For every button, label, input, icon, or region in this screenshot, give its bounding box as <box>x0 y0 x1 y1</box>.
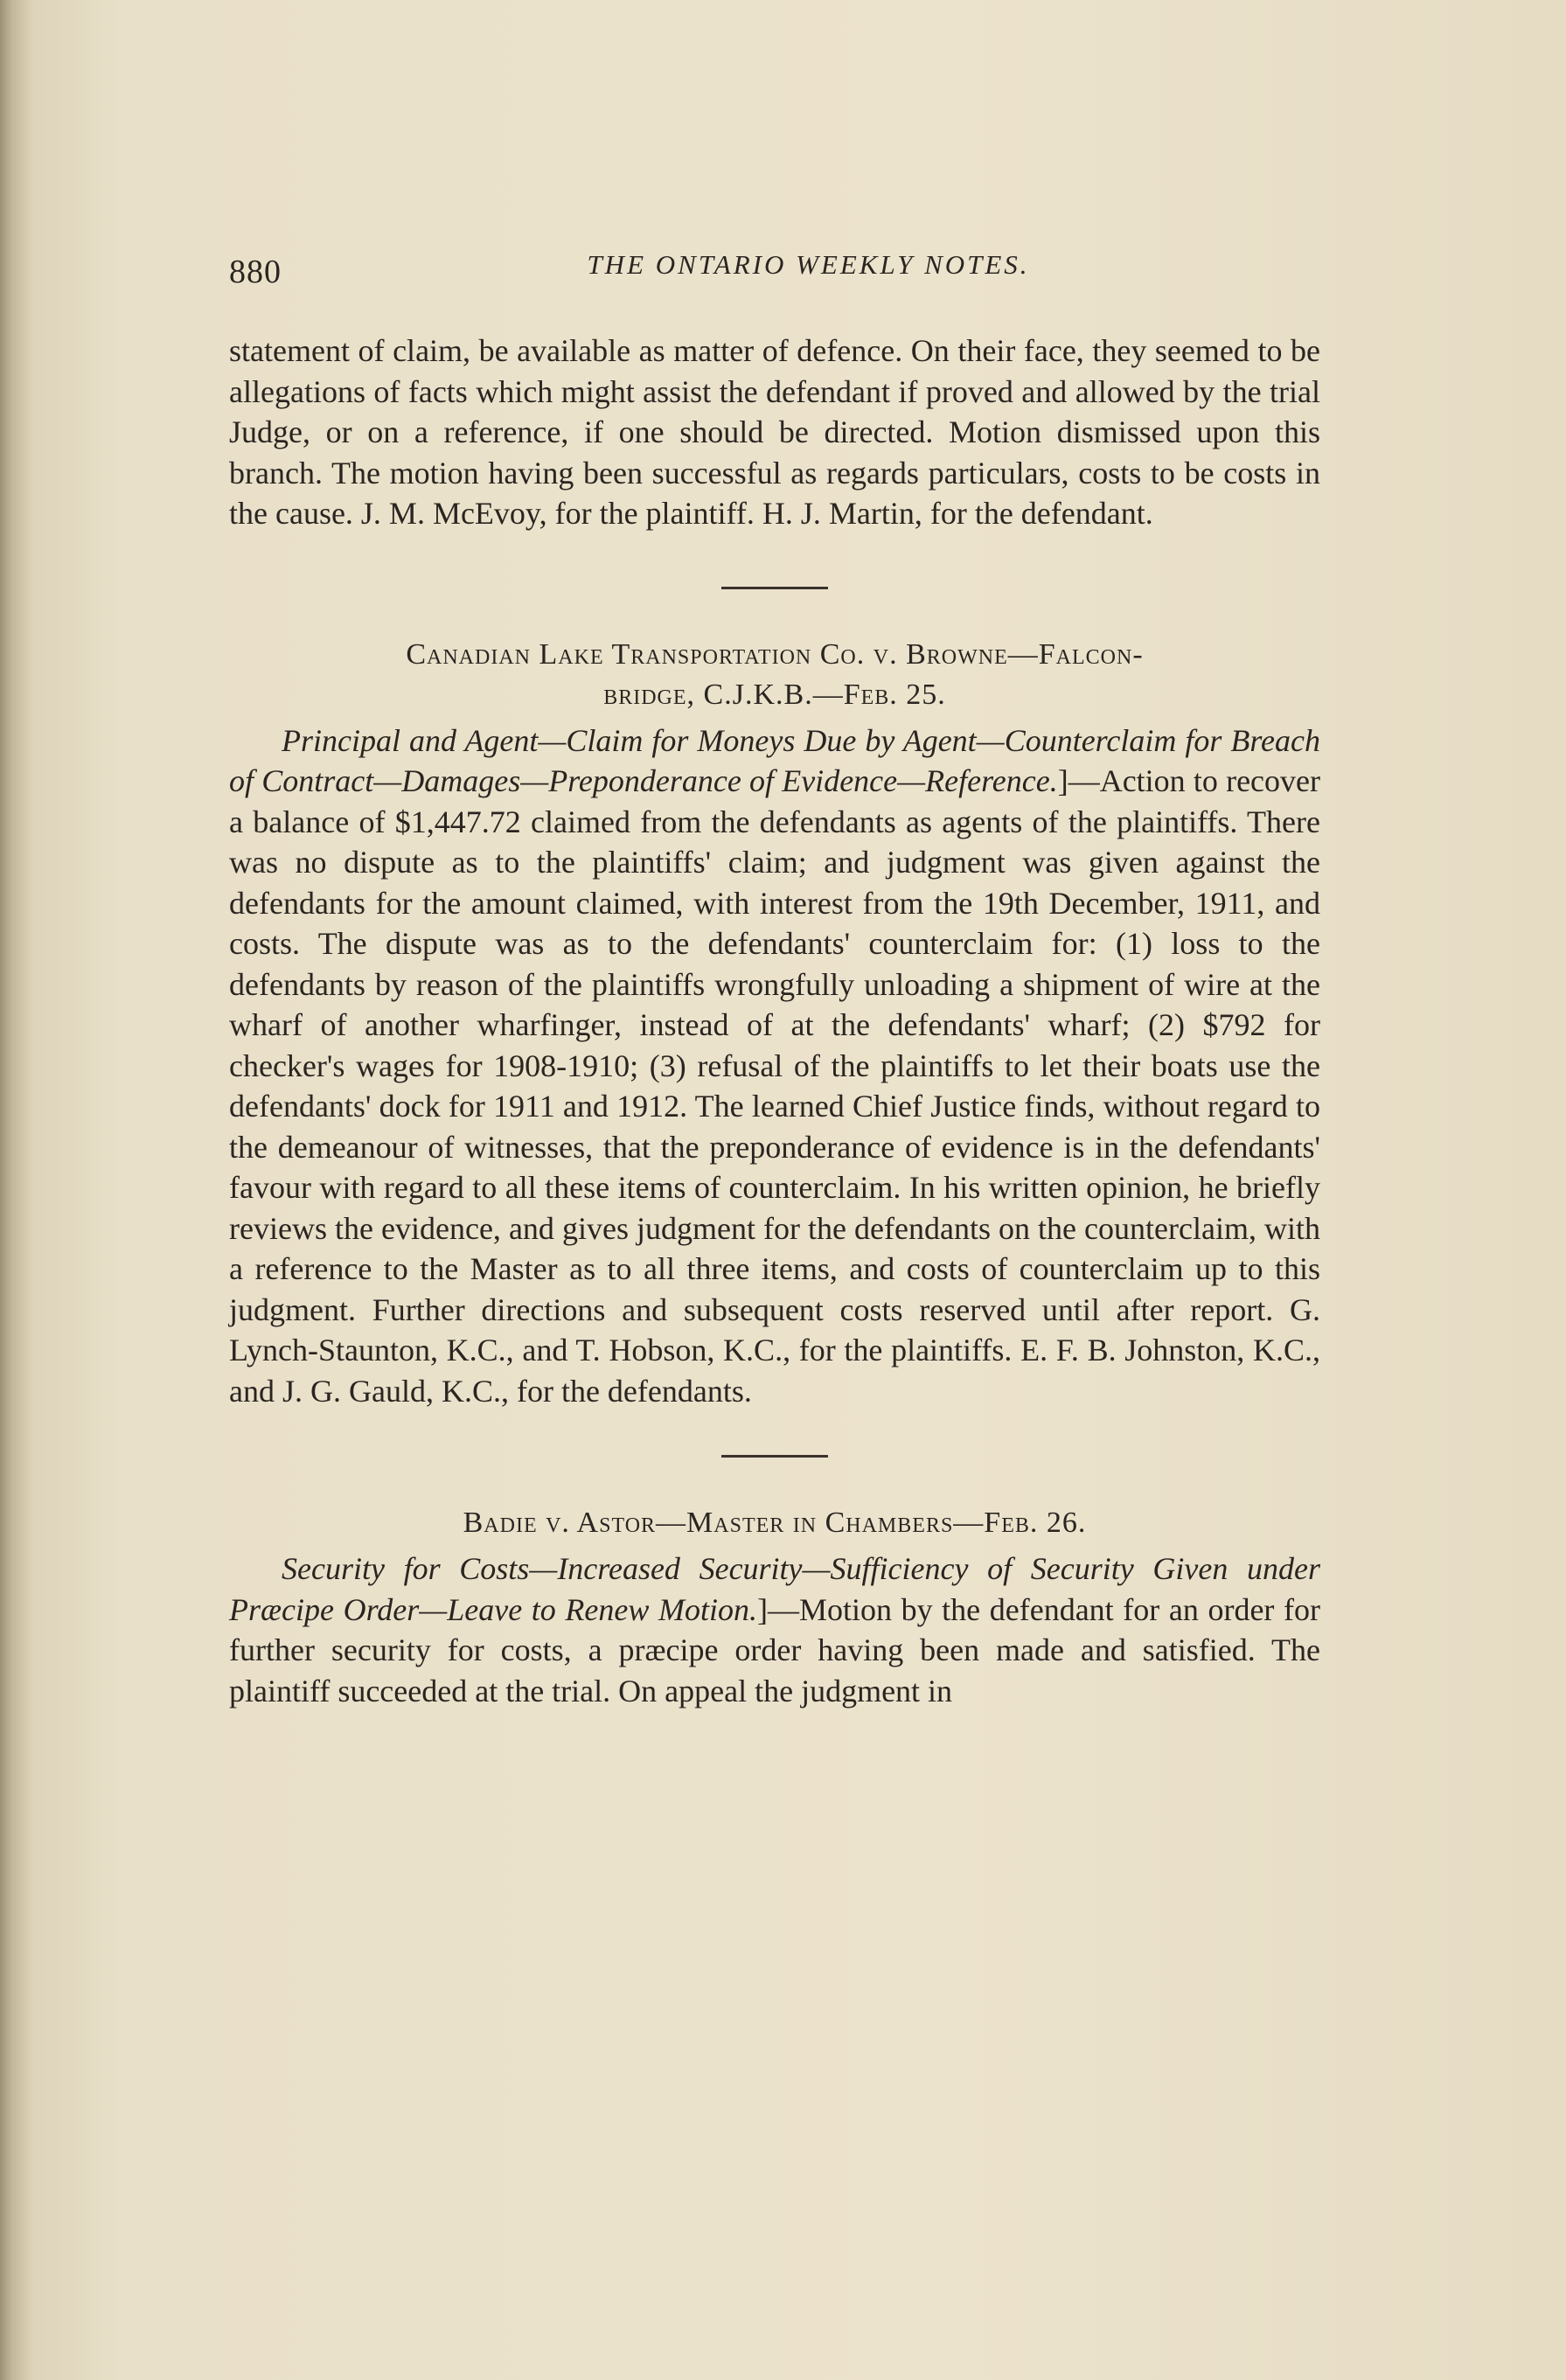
case-title <box>229 635 1320 715</box>
page-number: 880 <box>229 254 282 290</box>
case-title: Badie v. Astor—Master in Chambers—Feb. 26. <box>463 1507 1087 1539</box>
book-spine-shadow <box>0 0 31 2380</box>
case-title-line-2: bridge, C.J.K.B.—Feb. 25. <box>603 678 946 711</box>
page-header <box>229 249 1335 302</box>
running-title: THE ONTARIO WEEKLY NOTES. <box>587 249 1030 280</box>
case-headnote: Principal and Agent—Claim for Moneys Due by Agent—Counterclaim for Breach of Contract—Damages—Preponderance of Evidence—Reference. <box>229 722 1320 798</box>
case-body: ]—Motion by the defendant for an order for further security for costs, a præcipe order having been made and satisfied. The plaintiff succeeded at the trial. On appeal the judgment in <box>229 1591 1320 1708</box>
continuation-paragraph: statement of claim, be available as matter of defence. On their face, they seemed to be allegations of facts which might assist the defendant if proved and allowed by the trial Judge, or on a reference, if one should be directed. Motion dismissed upon this branch. The motion having been successful as regards particulars, costs to be costs in the cause. J. M. McEvoy, for the plaintiff. H. J. Martin, for the defendant. <box>229 333 1320 531</box>
case-headnote: Security for Costs—Increased Security—Sufficiency of Security Given under Præcipe Order—Leave to Renew Motion. <box>229 1551 1320 1627</box>
page-body <box>229 331 1320 1711</box>
case-paragraph <box>229 1548 1320 1711</box>
case-body: ]—Action to recover a balance of $1,447.72 claimed from the defendants as agents of the plaintiffs. There was no dispute as to the plaintiffs' claim; and judgment was given against the defendants for the amount claimed, with interest from the 19th December, 1911, and costs. The dispute was as to the defendants' counterclaim for: (1) loss to the defendants by reason of the plaintiffs wrongfully unloading a shipment of wire at the wharf of another wharfinger, instead of at the defendants' wharf; (2) $792 for checker's wages for 1908-1910; (3) refusal of the plaintiffs to let their boats use the defendants' dock for 1911 and 1912. The learned Chief Justice finds, without regard to the demeanour of witnesses, that the preponderance of evidence is in the defendants' favour with regard to all these items of counterclaim. In his written opinion, he briefly reviews the evidence, and gives judgment for the defendants on the counterclaim, with a reference to the Master as to all three items, and costs of counterclaim up to this judgment. Further directions and subsequent costs reserved until after report. G. Lynch-Staunton, K.C., and T. Hobson, K.C., for the plaintiffs. E. F. B. Johnston, K.C., and J. G. Gauld, K.C., for the defendants. <box>229 763 1320 1409</box>
case-title-line-1: Canadian Lake Transportation Co. v. Browne—Falcon- <box>406 637 1144 671</box>
case-paragraph <box>229 720 1320 1412</box>
